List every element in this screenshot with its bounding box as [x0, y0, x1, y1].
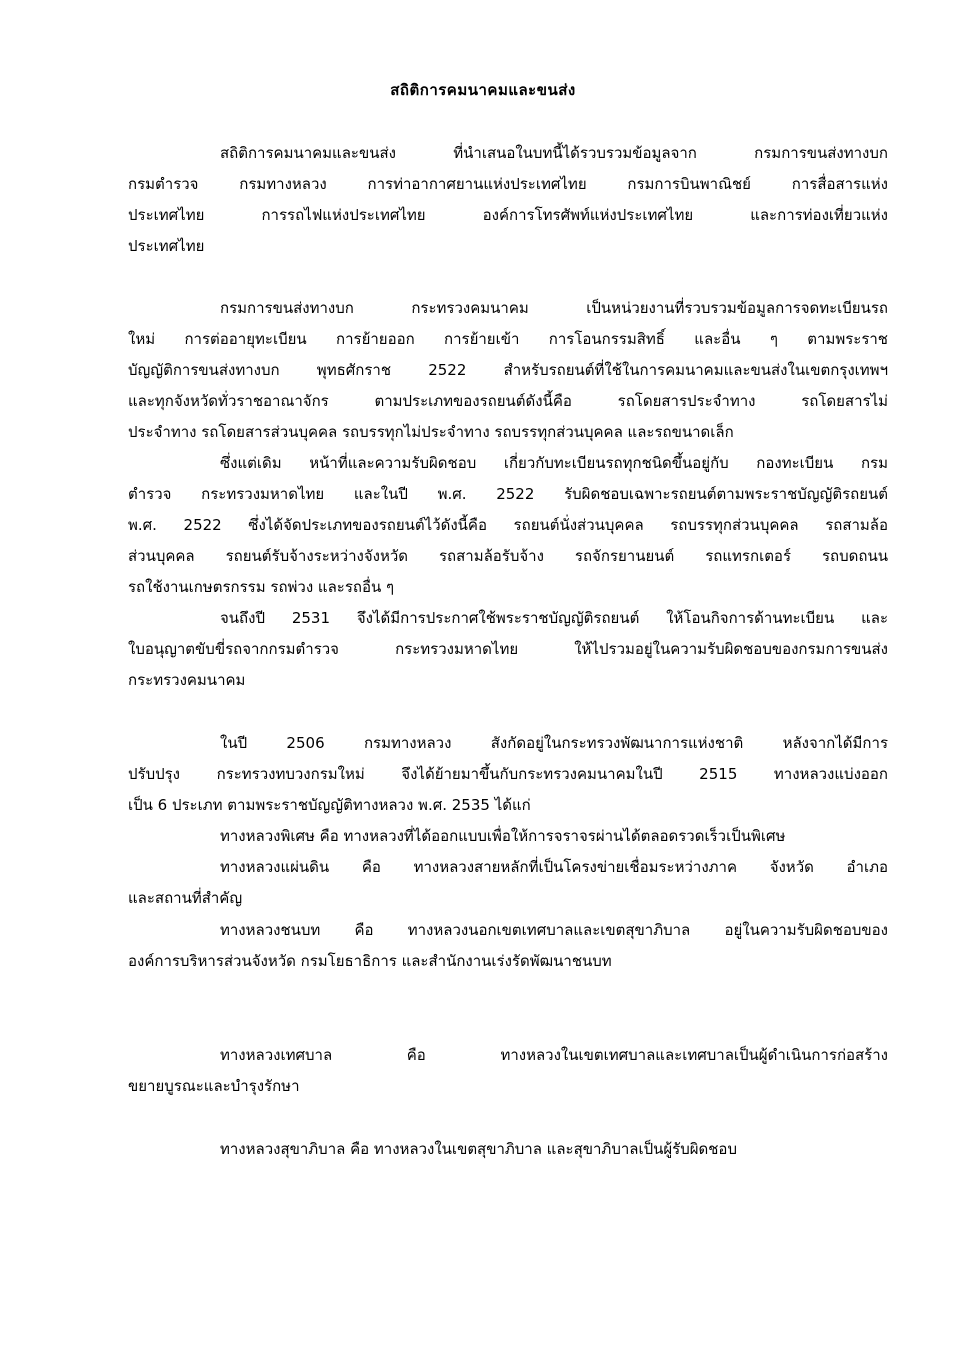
text-line: กระทรวงคมนาคม	[128, 671, 246, 689]
paragraph-sanitary-highway	[128, 1134, 888, 1165]
text-line: ประจำทาง รถโดยสารส่วนบุคคล รถบรรทุกไม่ประจำทาง รถบรรทุกส่วนบุคคล และรถขนาดเล็ก	[128, 423, 734, 441]
text-line: กรมการขนส่งทางบก กระทรวงคมนาคม เป็นหน่วยงานที่รวบรวมข้อมูลการจดทะเบียนรถ	[220, 299, 888, 317]
text-line: ซึ่งแต่เดิม หน้าที่และความรับผิดชอบ เกี่ยวกับทะเบียนรถทุกชนิดขึ้นอยู่กับ กองทะเบียน กรม	[220, 454, 888, 472]
text-line: สถิติการคมนาคมและขนส่ง ที่นำเสนอในบทนี้ได้รวบรวมข้อมูลจาก กรมการขนส่งทางบก	[220, 144, 888, 162]
text-line: ทางหลวงพิเศษ คือ ทางหลวงที่ได้ออกแบบเพื่อให้การจราจรผ่านได้ตลอดรวดเร็วเป็นพิเศษ	[220, 827, 786, 845]
text-line: องค์การบริหารส่วนจังหวัด กรมโยธาธิการ และสำนักงานเร่งรัดพัฒนาชนบท	[128, 952, 612, 970]
text-line: พ.ศ. 2522 ซึ่งได้จัดประเภทของรถยนต์ไว้ดังนี้คือ รถยนต์นั่งส่วนบุคคล รถบรรทุกส่วนบุคคล รถสามล้อ	[128, 516, 888, 534]
paragraph-special-highway	[128, 821, 888, 852]
text-line: และสถานที่สำคัญ	[128, 889, 243, 907]
paragraph-transfer-2531	[128, 603, 888, 696]
text-line: ขยายบูรณะและบำรุงรักษา	[128, 1077, 300, 1095]
page-title: สถิติการคมนาคมและขนส่ง	[390, 81, 576, 99]
text-line: และทุกจังหวัดทั่วราชอาณาจักร ตามประเภทของรถยนต์ดังนี้คือ รถโดยสารประจำทาง รถโดยสารไม่	[128, 392, 888, 410]
text-line: ทางหลวงแผ่นดิน คือ ทางหลวงสายหลักที่เป็นโครงข่ายเชื่อมระหว่างภาค จังหวัด อำเภอ	[220, 858, 888, 876]
paragraph-sources	[128, 138, 888, 262]
text-line: กรมตำรวจ กรมทางหลวง การท่าอากาศยานแห่งประเทศไทย กรมการบินพาณิชย์ การสื่อสารแห่ง	[128, 175, 888, 193]
text-line: ใบอนุญาตขับขี่รถจากกรมตำรวจ กระทรวงมหาดไทย ให้ไปรวมอยู่ในความรับผิดชอบของกรมการขนส่ง	[128, 640, 888, 658]
paragraph-land-transport	[128, 293, 888, 448]
text-line: ประเทศไทย	[128, 237, 205, 255]
text-line: ปรับปรุง กระทรวงทบวงกรมใหม่ จึงได้ย้ายมาขึ้นกับกระทรวงคมนาคมในปี 2515 ทางหลวงแบ่งออก	[128, 765, 888, 783]
text-line: ส่วนบุคคล รถยนต์รับจ้างระหว่างจังหวัด รถสามล้อรับจ้าง รถจักรยานยนต์ รถแทรกเตอร์ รถบดถนน	[128, 547, 888, 565]
paragraph-rural-highway	[128, 915, 888, 977]
text-line: ตำรวจ กระทรวงมหาดไทย และในปี พ.ศ. 2522 รับผิดชอบเฉพาะรถยนต์ตามพระราชบัญญัติรถยนต์	[128, 485, 888, 503]
text-line: ใหม่ การต่ออายุทะเบียน การย้ายออก การย้ายเข้า การโอนกรรมสิทธิ์ และอื่น ๆ ตามพระราช	[128, 330, 888, 348]
paragraph-registration-history	[128, 448, 888, 603]
paragraph-municipal-highway	[128, 1040, 888, 1102]
paragraph-national-highway	[128, 852, 888, 914]
text-line: ทางหลวงเทศบาล คือ ทางหลวงในเขตเทศบาลและเทศบาลเป็นผู้ดำเนินการก่อสร้าง	[220, 1046, 888, 1064]
text-line: จนถึงปี 2531 จึงได้มีการประกาศใช้พระราชบัญญัติรถยนต์ ให้โอนกิจการด้านทะเบียน และ	[220, 609, 888, 627]
text-line: รถใช้งานเกษตรกรรม รถพ่วง และรถอื่น ๆ	[128, 578, 395, 596]
text-line: บัญญัติการขนส่งทางบก พุทธศักราช 2522 สำหรับรถยนต์ที่ใช้ในการคมนาคมและขนส่งในเขตกรุงเทพฯ	[128, 361, 888, 379]
text-line: ทางหลวงสุขาภิบาล คือ ทางหลวงในเขตสุขาภิบาล และสุขาภิบาลเป็นผู้รับผิดชอบ	[220, 1140, 737, 1158]
text-line: เป็น 6 ประเภท ตามพระราชบัญญัติทางหลวง พ.ศ. 2535 ได้แก่	[128, 796, 531, 814]
text-line: ประเทศไทย การรถไฟแห่งประเทศไทย องค์การโทรศัพท์แห่งประเทศไทย และการท่องเที่ยวแห่ง	[128, 206, 888, 224]
text-line: ในปี 2506 กรมทางหลวง สังกัดอยู่ในกระทรวงพัฒนาการแห่งชาติ หลังจากได้มีการ	[220, 734, 888, 752]
text-line: ทางหลวงชนบท คือ ทางหลวงนอกเขตเทศบาลและเขตสุขาภิบาล อยู่ในความรับผิดชอบของ	[220, 921, 888, 939]
paragraph-highways-department	[128, 728, 888, 821]
